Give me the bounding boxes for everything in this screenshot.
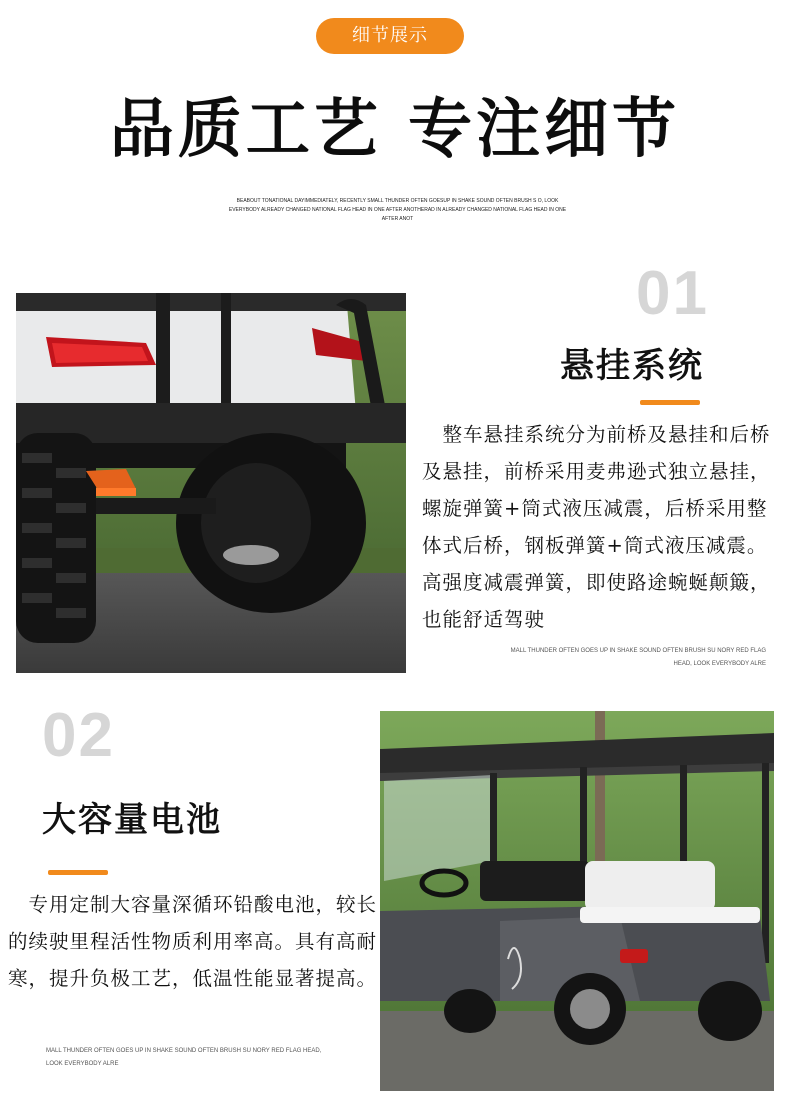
section-badge: 细节展示	[316, 18, 464, 54]
english-footnote: MALL THUNDER OFTEN GOES UP IN SHAKE SOUND OFTEN BRUSH SU NORY RED FLAG HEAD, LOOK EVERYBODY ALRE	[46, 1048, 322, 1067]
section-number: 02	[42, 701, 115, 770]
section-description: 整车悬挂系统分为前桥及悬挂和后桥及悬挂，前桥采用麦弗逊式独立悬挂，螺旋弹簧+筒式液压减震，后桥采用整体式后桥，钢板弹簧+筒式液压减震。高强度减震弹簧，即使路途蜿蜒颠簸，也能舒适驾驶	[422, 423, 771, 631]
accent-divider	[640, 400, 700, 405]
section-title: 大容量电池	[42, 800, 222, 840]
accent-divider	[48, 870, 108, 875]
section-number: 01	[636, 259, 709, 328]
english-subtitle: BEABOUT TONATIONAL DAYIMMEDIATELY, RECENTLY SMALL THUNDER OFTEN GOESUP IN SHAKE SOUND OFTEN BRUSH S O, LOOK EVERYBODY ALREADY CHANGED NATIONAL FLAG HEAD IN ONE AFTER ANOTHERAD IN ALREADY CHANGED NATIONAL FLAG HEAD IN ONE AFTER ANOT	[228, 198, 567, 222]
suspension-photo	[16, 293, 406, 673]
english-footnote: MALL THUNDER OFTEN GOES UP IN SHAKE SOUND OFTEN BRUSH SU NORY RED FLAG HEAD, LOOK EVERYBODY ALRE	[510, 648, 766, 667]
section-title: 悬挂系统	[560, 346, 704, 386]
page-title: 品质工艺 专注细节	[109, 93, 681, 167]
golf-cart-photo	[380, 711, 774, 1091]
section-description: 专用定制大容量深循环铅酸电池，较长的续驶里程活性物质利用率高。具有高耐寒，提升负极工艺，低温性能显著提高。	[8, 893, 378, 990]
